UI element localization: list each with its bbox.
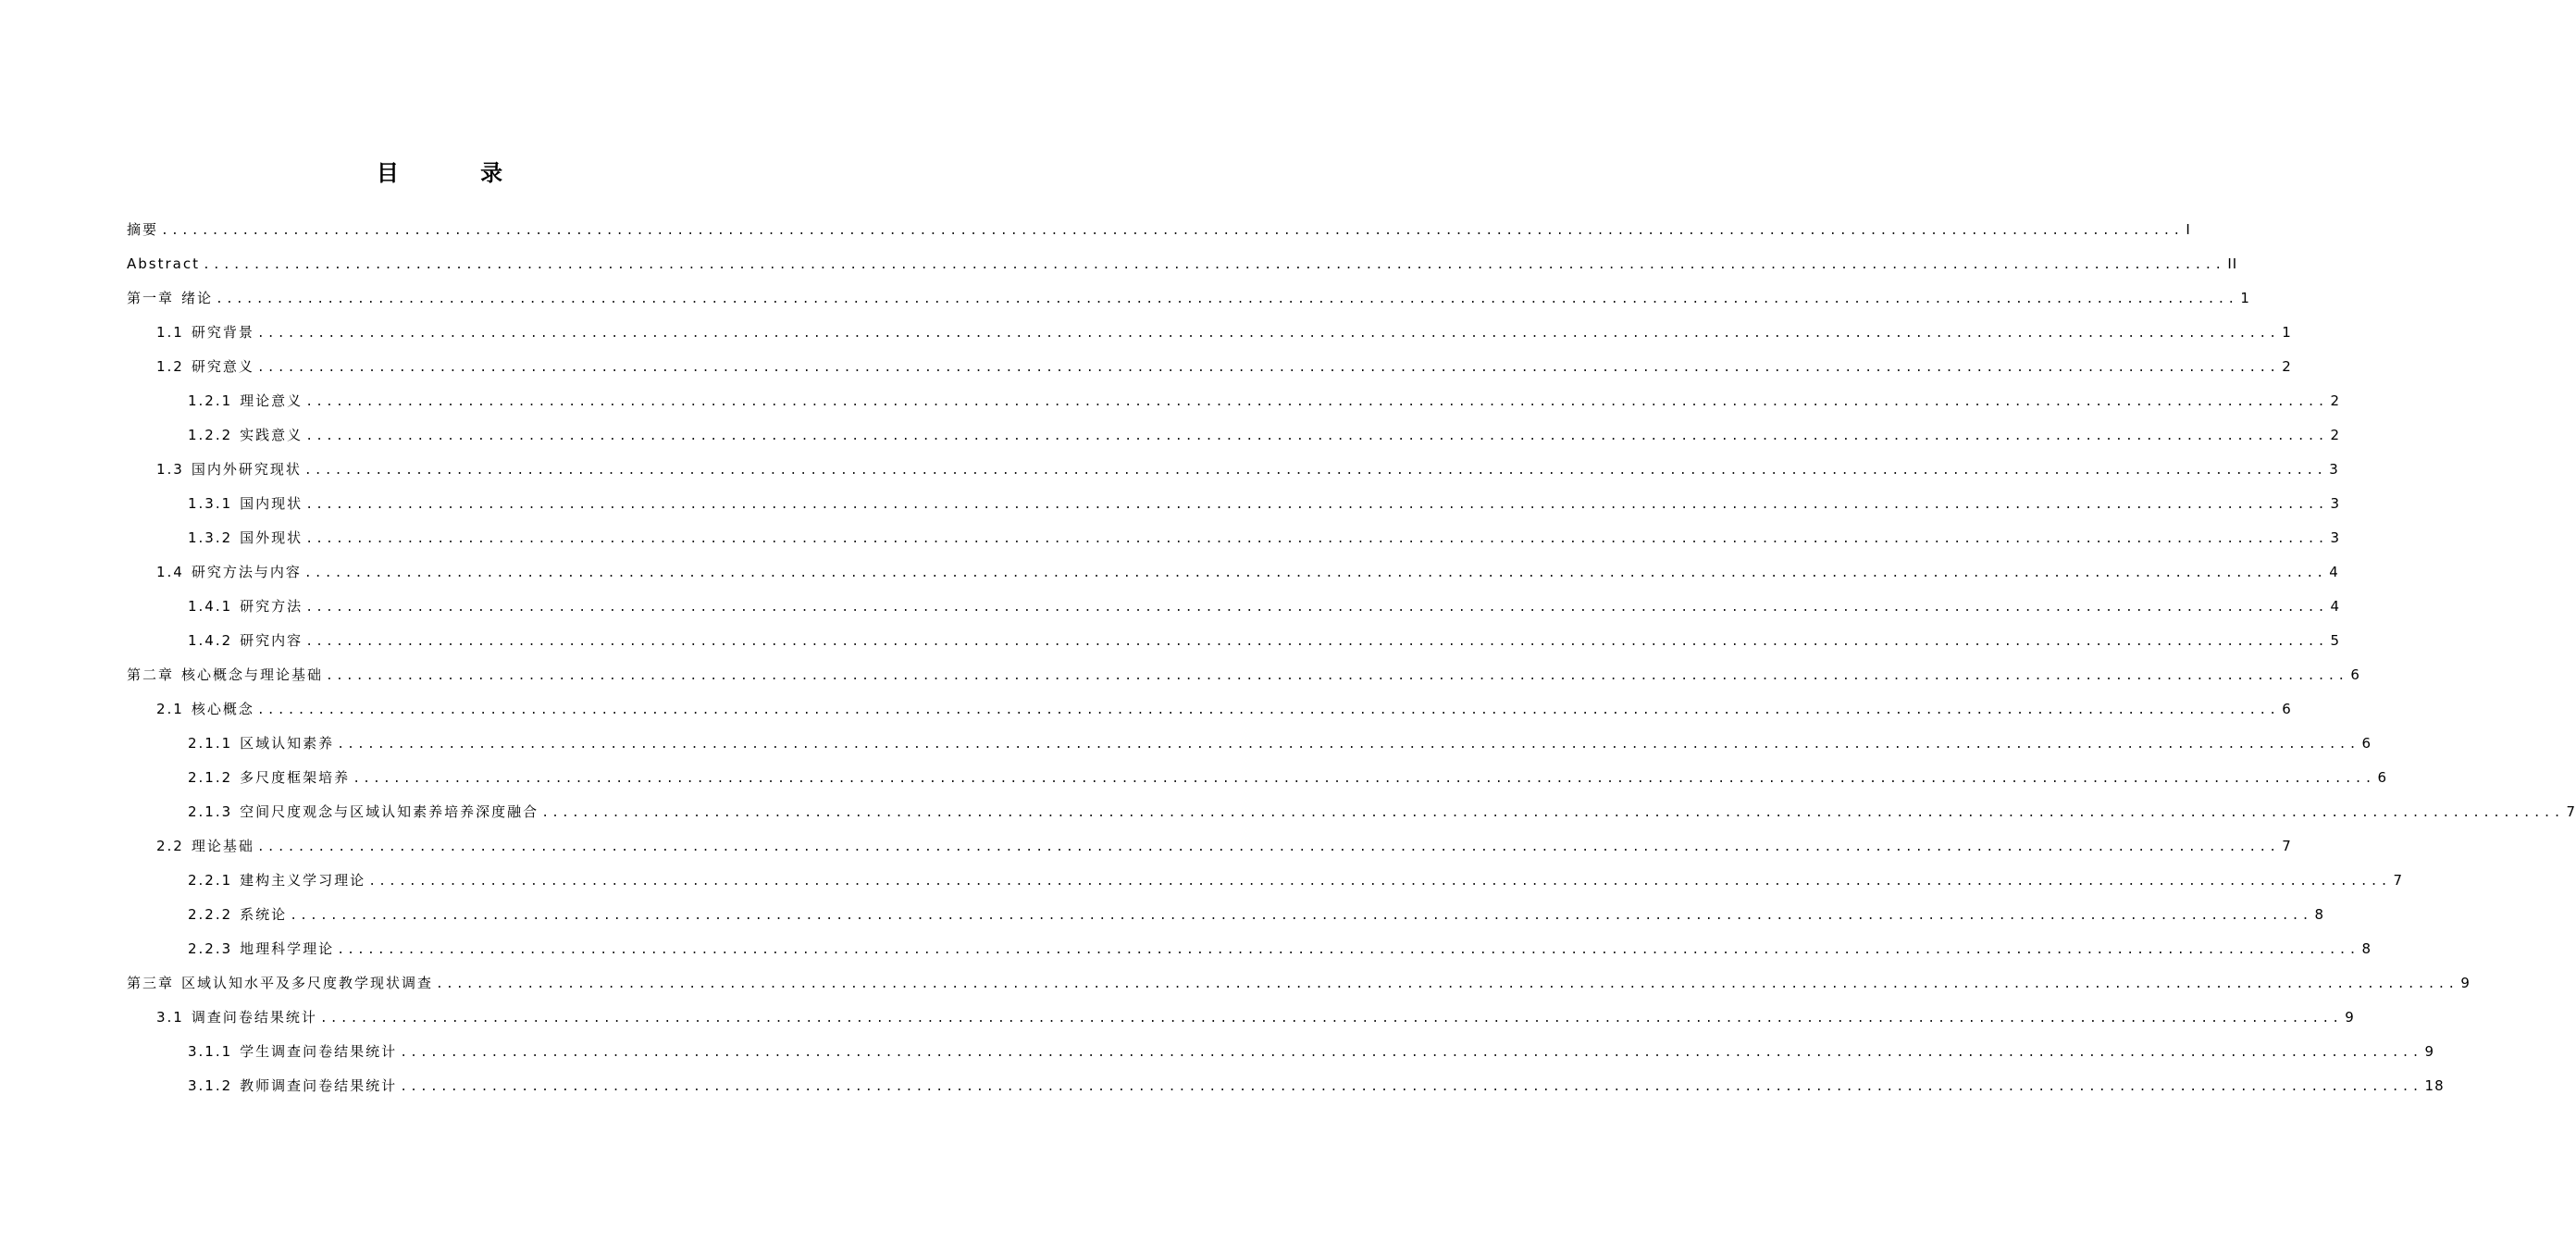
toc-entry-label: 空间尺度观念与区域认知素养培养深度融合 [240,803,539,820]
toc-entry-text [188,932,334,966]
toc-dot-leader: ........................................................................................................................................................................................................ [305,429,2328,443]
toc-entry[interactable] [127,761,2388,795]
toc-entry-text [188,898,287,932]
toc-entry-text [156,692,254,727]
toc-entry-text [188,487,303,521]
toc-dot-leader: ........................................................................................................................................................................................................ [436,977,2458,991]
toc-entry-text [188,521,303,555]
toc-entry-text [156,1001,317,1035]
toc-dot-leader: ........................................................................................................................................................................................................ [305,498,2328,512]
toc-entry-text [127,281,213,316]
toc-dot-leader: ........................................................................................................................................................................................................ [400,1080,2422,1094]
toc-entry-text [188,590,303,624]
toc-entry-number: 1.2.1 [188,392,233,409]
toc-entry-text [156,829,254,864]
toc-entry[interactable] [127,692,2292,727]
toc-entry-label: 区域认知素养 [240,735,335,752]
toc-entry-label: 实践意义 [240,427,303,443]
toc-entry-label: 核心概念 [191,701,254,717]
toc-entry[interactable] [127,281,2250,316]
toc-page-number: 4 [2329,564,2339,580]
toc-dot-leader: ........................................................................................................................................................................................................ [305,395,2328,409]
toc-entry-number: 第一章 [127,290,175,306]
toc-entry-label: 研究方法与内容 [191,564,302,580]
toc-page-number: 6 [2361,735,2372,752]
toc-entry-number: 1.2.2 [188,427,233,443]
toc-entry-label: 地理科学理论 [240,940,335,957]
toc-entry-number: 2.2.3 [188,940,233,957]
toc-page-number: 8 [2361,940,2372,957]
toc-entry[interactable] [127,453,2339,487]
toc-entry-text [188,384,303,418]
toc-dot-leader: ........................................................................................................................................................................................................ [319,1012,2343,1026]
toc-entry-number: 1.3.2 [188,529,233,546]
toc-page-number: 4 [2330,598,2341,615]
toc-entry-number: 第三章 [127,975,175,991]
toc-page-number: 2 [2282,358,2292,375]
toc-entry-label: 摘要 [127,221,159,238]
toc-entry[interactable] [127,213,2191,247]
toc-dot-leader: ........................................................................................................................................................................................................ [216,292,2238,306]
toc-entry-text [127,658,323,692]
toc-entry-number: 1.3 [156,461,184,478]
table-of-contents [127,213,2576,1103]
toc-entry-label: 国内现状 [240,495,303,512]
toc-page-number: 6 [2377,769,2388,786]
toc-page-number: 9 [2424,1043,2435,1060]
toc-entry-number: 1.4 [156,564,184,580]
toc-page-number: 5 [2330,632,2341,649]
toc-entry[interactable] [127,521,2341,555]
toc-entry[interactable] [127,247,2238,281]
toc-entry-text [188,418,303,453]
toc-dot-leader: ........................................................................................................................................................................................................ [290,909,2312,923]
toc-page-number: 18 [2424,1077,2445,1094]
toc-dot-leader: ........................................................................................................................................................................................................ [256,361,2280,375]
toc-entry-label: 系统论 [240,906,288,923]
toc-dot-leader: ........................................................................................................................................................................................................ [305,601,2328,615]
toc-entry-text [188,761,350,795]
toc-entry[interactable] [127,350,2292,384]
toc-entry-text [156,316,254,350]
toc-page-number: 9 [2345,1009,2355,1026]
toc-dot-leader: ........................................................................................................................................................................................................ [305,532,2328,546]
toc-page-number: 8 [2314,906,2325,923]
toc-entry-label: 国内外研究现状 [191,461,302,478]
toc-entry-text [188,1035,397,1069]
toc-entry-text [156,453,302,487]
toc-entry-label: 研究方法 [240,598,303,615]
toc-entry[interactable] [127,384,2341,418]
toc-dot-leader: ........................................................................................................................................................................................................ [326,669,2348,683]
toc-entry-number: 2.1.3 [188,803,233,820]
toc-dot-leader: ........................................................................................................................................................................................................ [541,806,2564,820]
toc-page-number: 3 [2330,495,2341,512]
toc-dot-leader: ........................................................................................................................................................................................................ [161,224,2184,238]
toc-page-number: 7 [2393,872,2404,889]
toc-entry[interactable] [127,795,2576,829]
toc-entry-text [188,624,303,658]
toc-entry-number: 3.1.2 [188,1077,233,1094]
toc-entry-label: 研究背景 [191,324,254,341]
toc-entry-number: 2.1.2 [188,769,233,786]
toc-entry-number: 1.4.2 [188,632,233,649]
toc-entry[interactable] [127,624,2341,658]
toc-entry-label: 理论意义 [240,392,303,409]
toc-page-number: 1 [2282,324,2292,341]
toc-entry-text [188,727,334,761]
toc-entry-number: 2.2.2 [188,906,233,923]
toc-entry-text [188,864,365,898]
toc-entry-text [188,795,539,829]
toc-entry-number: 第二章 [127,666,175,683]
toc-entry[interactable] [127,418,2341,453]
toc-dot-leader: ........................................................................................................................................................................................................ [353,772,2375,786]
toc-page-number: 2 [2330,427,2341,443]
toc-entry-number: 1.1 [156,324,184,341]
toc-dot-leader: ........................................................................................................................................................................................................ [256,840,2280,854]
toc-page-number: 6 [2282,701,2292,717]
toc-page-number: I [2186,221,2191,238]
toc-entry-label: 调查问卷结果统计 [191,1009,317,1026]
toc-page-number: 6 [2350,666,2360,683]
toc-page-number: 7 [2566,803,2576,820]
page-title: 目 录 [376,160,540,186]
toc-dot-leader: ........................................................................................................................................................................................................ [368,875,2391,889]
toc-dot-leader: ........................................................................................................................................................................................................ [305,635,2328,649]
toc-entry[interactable] [127,316,2292,350]
toc-entry[interactable] [127,487,2341,521]
toc-entry[interactable] [127,932,2372,966]
toc-entry-text [127,966,433,1001]
toc-entry-number: 3.1 [156,1009,184,1026]
toc-entry[interactable] [127,590,2341,624]
toc-entry-number: 3.1.1 [188,1043,233,1060]
toc-entry[interactable] [127,898,2325,932]
toc-page-number: 9 [2460,975,2471,991]
toc-entry-label: 区域认知水平及多尺度教学现状调查 [181,975,434,991]
toc-entry-number: 2.2 [156,838,184,854]
toc-entry-number: 1.2 [156,358,184,375]
toc-entry-text [156,350,254,384]
toc-dot-leader: ........................................................................................................................................................................................................ [256,327,2280,341]
toc-entry-label: 建构主义学习理论 [240,872,366,889]
toc-entry-label: 研究内容 [240,632,303,649]
toc-entry-number: 2.1 [156,701,184,717]
toc-entry[interactable] [127,864,2404,898]
toc-entry-label: 核心概念与理论基础 [181,666,324,683]
toc-dot-leader: ........................................................................................................................................................................................................ [400,1046,2422,1060]
toc-entry-label: 学生调查问卷结果统计 [240,1043,398,1060]
toc-entry[interactable] [127,555,2339,590]
toc-entry[interactable] [127,829,2292,864]
toc-entry[interactable] [127,658,2360,692]
toc-entry-text [156,555,302,590]
toc-entry-number: 1.4.1 [188,598,233,615]
toc-entry-number: 2.1.1 [188,735,233,752]
toc-page-number: 2 [2330,392,2341,409]
toc-entry-label: 多尺度框架培养 [240,769,351,786]
toc-entry-label: 教师调查问卷结果统计 [240,1077,398,1094]
toc-page-number: 3 [2329,461,2339,478]
toc-entry-label: 绪论 [181,290,214,306]
toc-entry-number: 1.3.1 [188,495,233,512]
toc-entry-label: Abstract [127,255,200,272]
toc-page-number: II [2227,255,2238,272]
toc-entry-label: 研究意义 [191,358,254,375]
toc-entry-number: 2.2.1 [188,872,233,889]
toc-entry-text [188,1069,397,1103]
toc-entry[interactable] [127,1035,2435,1069]
toc-page-number: 3 [2330,529,2341,546]
toc-dot-leader: ........................................................................................................................................................................................................ [256,703,2280,717]
toc-entry[interactable] [127,966,2471,1001]
toc-page-number: 7 [2282,838,2292,854]
toc-page-number: 1 [2240,290,2250,306]
toc-dot-leader: ........................................................................................................................................................................................................ [303,464,2327,478]
toc-entry-label: 理论基础 [191,838,254,854]
toc-dot-leader: ........................................................................................................................................................................................................ [303,566,2327,580]
toc-dot-leader: ........................................................................................................................................................................................................ [337,943,2359,957]
toc-entry[interactable] [127,727,2372,761]
toc-entry-text [127,213,158,247]
toc-entry[interactable] [127,1069,2445,1103]
toc-entry-label: 国外现状 [240,529,303,546]
toc-entry-text [127,247,200,281]
toc-dot-leader: ........................................................................................................................................................................................................ [337,738,2359,752]
toc-dot-leader: ........................................................................................................................................................................................................ [202,258,2225,272]
toc-entry[interactable] [127,1001,2355,1035]
